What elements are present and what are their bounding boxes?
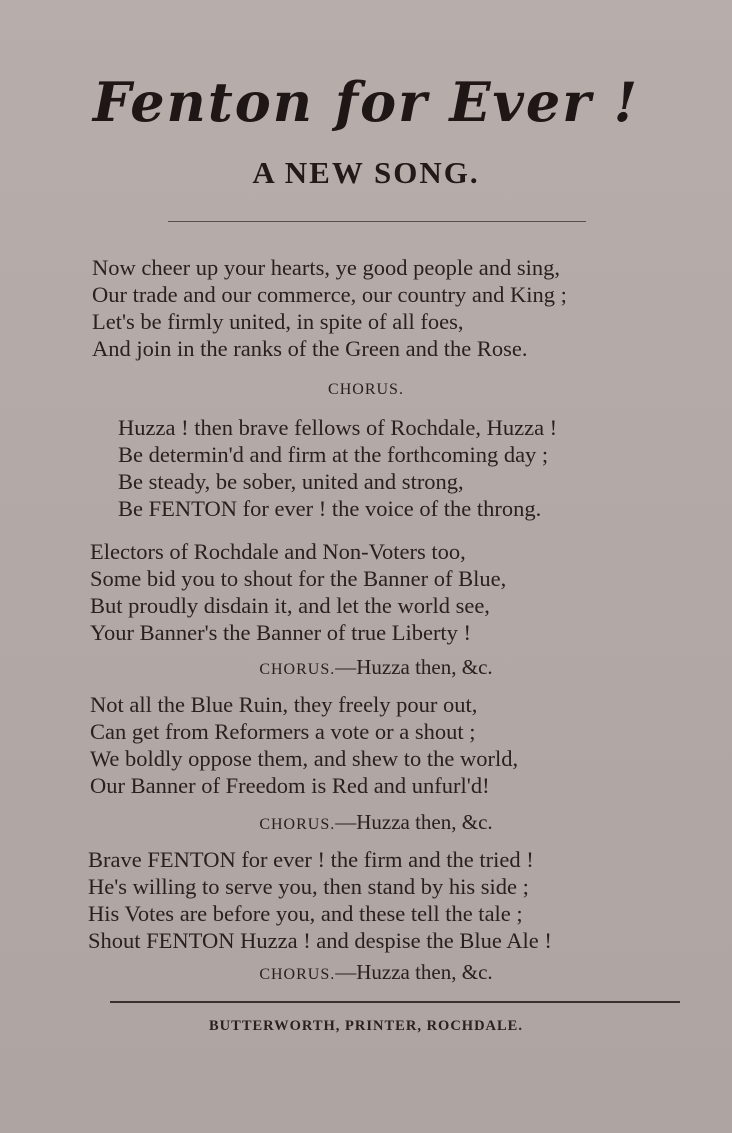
chorus-label: CHORUS.	[259, 661, 336, 678]
verse-line: Brave FENTON for ever ! the firm and the tried !	[88, 847, 534, 872]
verse-line: Some bid you to shout for the Banner of Blue,	[90, 566, 507, 591]
verse-line: He's willing to serve you, then stand by his side ;	[88, 874, 529, 899]
chorus-refrain	[0, 960, 732, 985]
divider-rule	[168, 221, 586, 222]
chorus-line: Be FENTON for ever ! the voice of the throng.	[118, 496, 542, 521]
printer-imprint: BUTTERWORTH, PRINTER, ROCHDALE.	[209, 1018, 523, 1034]
chorus-refrain	[0, 810, 732, 835]
verse-3	[90, 691, 518, 799]
chorus-label: CHORUS.	[259, 816, 336, 833]
verse-line: Our trade and our commerce, our country and King ;	[92, 282, 567, 307]
verse-line: Can get from Reformers a vote or a shout ;	[90, 719, 476, 744]
chorus-refrain-text: —Huzza then, &c.	[335, 960, 493, 984]
chorus-line: Be determin'd and firm at the forthcoming day ;	[118, 442, 549, 467]
verse-line: Let's be firmly united, in spite of all foes,	[92, 309, 464, 334]
verse-4	[88, 846, 552, 954]
chorus-line: Huzza ! then brave fellows of Rochdale, Huzza !	[118, 415, 558, 440]
verse-line: Your Banner's the Banner of true Liberty !	[90, 620, 472, 645]
verse-line: Shout FENTON Huzza ! and despise the Blue Ale !	[88, 928, 552, 953]
verse-line: We boldly oppose them, and shew to the world,	[90, 746, 519, 771]
verse-line: And join in the ranks of the Green and the Rose.	[92, 336, 528, 361]
chorus-block	[118, 414, 557, 522]
verse-line: Our Banner of Freedom is Red and unfurl'd!	[90, 773, 490, 798]
verse-1	[92, 254, 567, 362]
chorus-refrain-text: —Huzza then, &c.	[335, 655, 493, 679]
verse-line: Now cheer up your hearts, ye good people and sing,	[92, 255, 560, 280]
chorus-refrain-text: —Huzza then, &c.	[335, 810, 493, 834]
chorus-label: CHORUS.	[259, 966, 336, 983]
chorus-heading: CHORUS.	[328, 381, 404, 398]
verse-line: Not all the Blue Ruin, they freely pour out,	[90, 692, 478, 717]
bottom-rule	[110, 1001, 680, 1003]
chorus-line: Be steady, be sober, united and strong,	[118, 469, 464, 494]
page-subtitle: A NEW SONG.	[252, 155, 480, 190]
verse-line: His Votes are before you, and these tell the tale ;	[88, 901, 523, 926]
verse-line: But proudly disdain it, and let the world see,	[90, 593, 490, 618]
verse-line: Electors of Rochdale and Non-Voters too,	[90, 539, 466, 564]
chorus-refrain	[0, 655, 732, 680]
page-title: Fenton for Ever !	[92, 70, 640, 134]
verse-2	[90, 538, 506, 646]
